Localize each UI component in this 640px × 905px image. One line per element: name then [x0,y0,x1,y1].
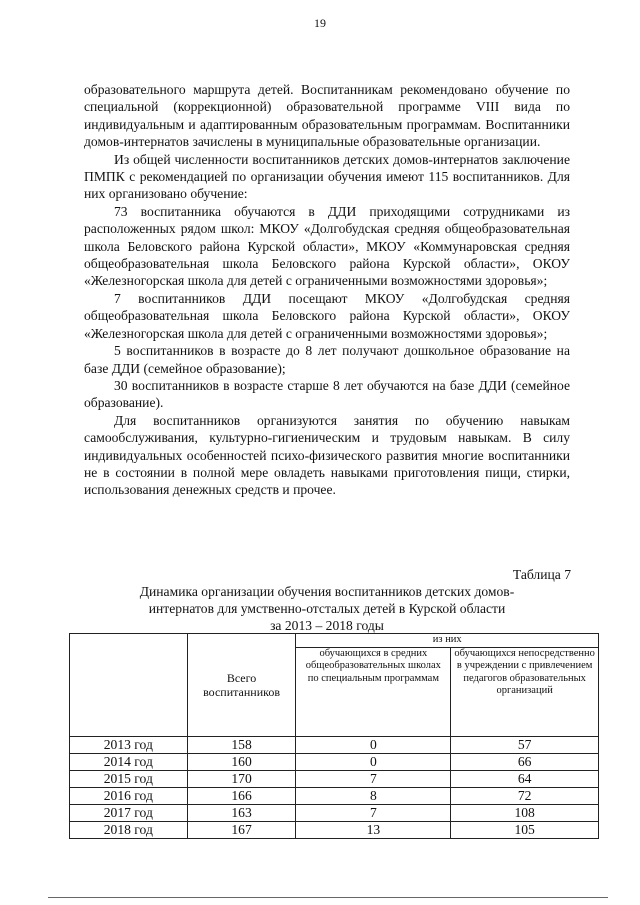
schools-column-header: обучающихся в средних общеобразовательных школах по специальным программам [296,647,451,736]
institution-cell: 66 [451,753,599,770]
table-row [70,770,599,787]
paragraph: 5 воспитанников в возрасте до 8 лет получают дошкольное образование на базе ДДИ (семейное образование); [84,343,570,376]
schools-cell: 8 [296,787,451,804]
institution-cell: 72 [451,787,599,804]
body-text [84,81,570,499]
institution-cell: 105 [451,821,599,838]
year-cell: 2014 год [70,753,188,770]
institution-cell: 57 [451,736,599,753]
table-title-line: за 2013 – 2018 годы [270,618,384,633]
page-number: 19 [314,16,326,30]
total-cell: 163 [187,804,296,821]
total-cell: 170 [187,770,296,787]
total-column-header: Всего воспитанников [187,634,296,737]
year-cell: 2013 год [70,736,188,753]
schools-cell: 7 [296,770,451,787]
table-label: Таблица 7 [512,567,571,582]
institution-column-header: обучающихся непосредственно в учреждении с привлечением педагогов образовательных организаций [451,647,599,736]
total-cell: 160 [187,753,296,770]
year-cell: 2016 год [70,787,188,804]
table-row [70,753,599,770]
institution-cell: 108 [451,804,599,821]
year-column-header [70,634,188,737]
paragraph: Из общей численности воспитанников детских домов-интернатов заключение ПМПК с рекомендацией по организации обучения имеют 115 воспитанников. Для них организовано обучение: [84,151,570,202]
schools-cell: 0 [296,736,451,753]
schools-cell: 7 [296,804,451,821]
paragraph: 30 воспитанников в возрасте старше 8 лет обучаются на базе ДДИ (семейное образование). [84,377,570,411]
table-row [70,804,599,821]
total-cell: 166 [187,787,296,804]
year-cell: 2015 год [70,770,188,787]
institution-cell: 64 [451,770,599,787]
schools-cell: 0 [296,753,451,770]
paragraph: Для воспитанников организуются занятия по обучению навыкам самообслуживания, культурно-гигиеническим и трудовым навыкам. В силу индивидуальных особенностей психо-физического развития многие воспитанники не в состоянии в полной мере овладеть навыками приготовления пищи, стирки, использования денежных средств и прочее. [84,412,570,498]
year-cell: 2018 год [70,821,188,838]
of-them-header: из них [296,634,599,648]
statistics-table [69,633,599,839]
table-row [70,787,599,804]
table-title [84,583,570,634]
total-cell: 158 [187,736,296,753]
paragraph: образовательного маршрута детей. Воспитанникам рекомендовано обучение по специальной (коррекционной) образовательной программе VIII вида по индивидуальным и адаптированным образовательным программам. Воспитанники домов-интернатов зачислены в муниципальные образовательные организации. [84,82,570,150]
table-title-line: Динамика организации обучения воспитанников детских домов- [139,584,515,599]
paragraph: 73 воспитанника обучаются в ДДИ приходящими сотрудниками из расположенных рядом школ: МКОУ «Долгобудская средняя общеобразовательная школа Беловского района Курской области», МКОУ «Коммунаровская средняя общеобразовательная школа Беловского района Курской области», ОКОУ «Железногорская школа для детей с ограниченными возможностями здоровья»; [84,203,570,289]
table-row [70,736,599,753]
table-title-line: интернатов для умственно-отсталых детей в Курской области [148,601,506,616]
page-bottom-edge [48,897,608,898]
table-row [70,821,599,838]
paragraph: 7 воспитанников ДДИ посещают МКОУ «Долгобудская средняя общеобразовательная школа Беловского района Курской области», ОКОУ «Железногорская школа для детей с ограниченными возможностями здоровья»; [84,290,570,341]
total-cell: 167 [187,821,296,838]
schools-cell: 13 [296,821,451,838]
year-cell: 2017 год [70,804,188,821]
